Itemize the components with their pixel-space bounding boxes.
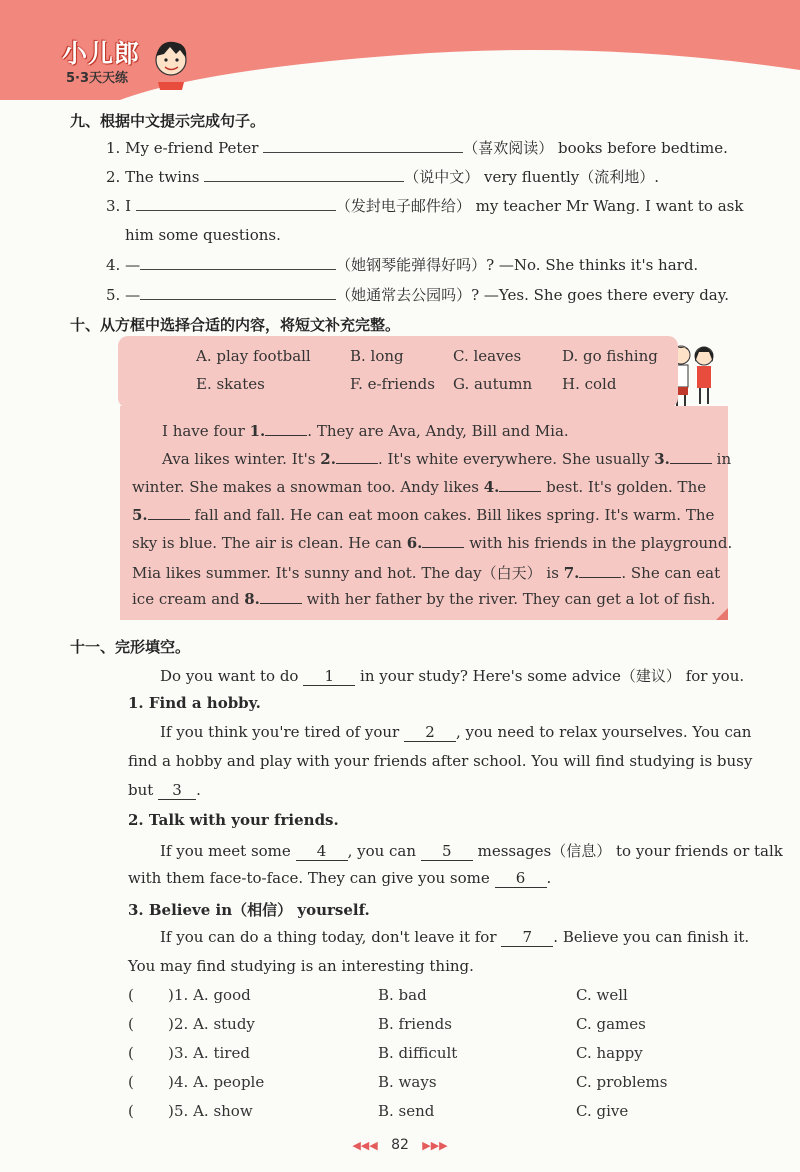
page-number: 82	[391, 1137, 409, 1153]
close-paren: )	[168, 1102, 174, 1120]
word-option: D. go fishing	[562, 347, 658, 365]
option-a: 5. A. show	[174, 1102, 253, 1120]
item-number: 5.	[106, 286, 121, 304]
cloze-blank[interactable]: 7	[501, 928, 553, 947]
option-b: B. bad	[378, 986, 427, 1004]
word-bank	[118, 336, 678, 408]
close-paren: )	[168, 1073, 174, 1091]
right-arrows-icon: ▶▶▶	[422, 1139, 448, 1152]
blank-line[interactable]	[499, 479, 541, 492]
cloze-blank[interactable]: 1	[303, 667, 355, 686]
passage-line: ice cream and 8. with her father by the river. They can get a lot of fish.	[132, 590, 716, 608]
option-a: 1. A. good	[174, 986, 251, 1004]
cloze-line: with them face-to-face. They can give you some 6 .	[128, 869, 552, 887]
blank-line[interactable]	[148, 507, 190, 520]
cloze-heading-2: 2. Talk with your friends.	[128, 811, 339, 829]
hint-text: （说中文）	[404, 168, 480, 186]
word-option: C. leaves	[453, 347, 522, 365]
blank-line[interactable]	[265, 423, 307, 436]
cloze-line: If you meet some 4 , you can 5 messages（信息） to your friends or talk	[160, 842, 783, 860]
blank-number: 3.	[654, 450, 670, 468]
cloze-blank[interactable]: 5	[421, 842, 473, 861]
item-number: 4.	[106, 256, 121, 274]
cloze-blank[interactable]: 2	[404, 723, 456, 742]
page-footer	[0, 1137, 800, 1153]
item-text: —	[125, 286, 141, 304]
item-number: 3.	[106, 197, 121, 215]
option-a: 2. A. study	[174, 1015, 255, 1033]
blank-number: 8.	[244, 590, 260, 608]
logo-title: 小儿郎	[62, 39, 141, 68]
passage-line: I have four 1. . They are Ava, Andy, Bill and Mia.	[162, 422, 569, 440]
answer-paren[interactable]: (	[128, 1102, 134, 1120]
blank-number: 7.	[563, 564, 580, 582]
cloze-line: find a hobby and play with your friends after school. You will find studying is busy	[128, 752, 753, 770]
answer-line[interactable]	[263, 138, 463, 153]
cloze-line: but 3 .	[128, 781, 201, 799]
section10-title: 十、从方框中选择合适的内容，将短文补充完整。	[70, 316, 401, 334]
cloze-intro: Do you want to do 1 in your study? Here's some advice（建议） for you.	[160, 667, 745, 685]
answer-paren[interactable]: (	[128, 986, 134, 1004]
blank-number: 1.	[249, 422, 266, 440]
s9-item-3-cont: him some questions.	[125, 226, 281, 244]
close-paren: )	[168, 1015, 174, 1033]
cloze-heading-3: 3. Believe in（相信） yourself.	[128, 901, 370, 919]
cloze-blank[interactable]: 3	[158, 781, 196, 800]
option-a: 3. A. tired	[174, 1044, 250, 1062]
option-c: C. give	[576, 1102, 629, 1120]
option-b: B. difficult	[378, 1044, 458, 1062]
cloze-line: If you think you're tired of your 2 , you need to relax yourselves. You can	[160, 723, 752, 741]
word-option: E. skates	[196, 375, 265, 393]
item-text: The twins	[125, 168, 200, 186]
word-option: F. e-friends	[350, 375, 435, 393]
answer-paren[interactable]: (	[128, 1044, 134, 1062]
cloze-line: You may find studying is an interesting thing.	[128, 957, 474, 975]
cloze-heading-1: 1. Find a hobby.	[128, 694, 261, 712]
item-text: ? —Yes. She goes there every day.	[471, 286, 730, 304]
passage-line: sky is blue. The air is clean. He can 6. with his friends in the playground.	[132, 534, 733, 552]
section9-title: 九、根据中文提示完成句子。	[70, 112, 266, 130]
close-paren: )	[168, 986, 174, 1004]
option-c: C. well	[576, 986, 628, 1004]
hint-text: （她钢琴能弹得好吗）	[336, 256, 487, 274]
answer-line[interactable]	[136, 196, 336, 211]
option-b: B. friends	[378, 1015, 452, 1033]
passage-line: winter. She makes a snowman too. Andy likes 4. best. It's golden. The	[132, 478, 707, 496]
passage-box	[120, 406, 733, 620]
answer-paren[interactable]: (	[128, 1073, 134, 1091]
cloze-blank[interactable]: 4	[296, 842, 348, 861]
item-text: very fluently（流利地）.	[484, 168, 660, 186]
item-text: I	[125, 197, 132, 215]
option-c: C. happy	[576, 1044, 643, 1062]
option-b: B. send	[378, 1102, 435, 1120]
blank-number: 6.	[406, 534, 423, 552]
left-arrows-icon: ◀◀◀	[352, 1139, 378, 1152]
answer-paren[interactable]: (	[128, 1015, 134, 1033]
hint-text: （发封电子邮件给）	[335, 197, 471, 215]
option-a: 4. A. people	[174, 1073, 265, 1091]
item-text: books before bedtime.	[558, 139, 728, 157]
item-number: 2.	[106, 168, 121, 186]
s9-item-1	[106, 137, 728, 158]
hint-text: （她通常去公园吗）	[336, 286, 472, 304]
blank-line[interactable]	[422, 535, 464, 548]
s9-item-5	[106, 284, 729, 305]
answer-line[interactable]	[140, 285, 336, 300]
item-text: My e-friend Peter	[125, 139, 259, 157]
word-option: B. long	[350, 347, 404, 365]
s9-item-2	[106, 166, 659, 187]
hint-text: （喜欢阅读）	[463, 139, 554, 157]
logo	[62, 34, 140, 86]
passage-line: Ava likes winter. It's 2. . It's white everywhere. She usually 3. in	[162, 450, 732, 468]
passage-line: 5. fall and fall. He can eat moon cakes. Bill likes spring. It's warm. The	[132, 506, 715, 524]
cloze-line: If you can do a thing today, don't leave it for 7 . Believe you can finish it.	[160, 928, 750, 946]
blank-line[interactable]	[579, 565, 621, 578]
blank-line[interactable]	[260, 591, 302, 604]
item-number: 1.	[106, 139, 121, 157]
word-option: H. cold	[562, 375, 617, 393]
close-paren: )	[168, 1044, 174, 1062]
item-text: my teacher Mr Wang. I want to ask	[475, 197, 744, 215]
s9-item-3	[106, 195, 743, 216]
blank-number: 4.	[483, 478, 500, 496]
section11-title: 十一、完形填空。	[70, 638, 191, 656]
passage-corner-decoration	[716, 608, 728, 620]
blank-number: 2.	[320, 450, 336, 468]
item-text: —	[125, 256, 141, 274]
item-text: ? —No. She thinks it's hard.	[486, 256, 699, 274]
option-b: B. ways	[378, 1073, 437, 1091]
boy-mascot-icon	[150, 38, 192, 90]
answer-line[interactable]	[140, 255, 336, 270]
option-c: C. problems	[576, 1073, 668, 1091]
s9-item-4	[106, 254, 698, 275]
cloze-blank[interactable]: 6	[495, 869, 547, 888]
passage-line: Mia likes summer. It's sunny and hot. The day（白天） is 7. . She can eat	[132, 564, 721, 582]
blank-number: 5.	[132, 506, 148, 524]
answer-line[interactable]	[204, 167, 404, 182]
option-c: C. games	[576, 1015, 646, 1033]
logo-subtitle: 5·3天天练	[66, 71, 129, 86]
word-option: A. play football	[196, 347, 311, 365]
blank-line[interactable]	[670, 451, 712, 464]
word-option: G. autumn	[453, 375, 533, 393]
blank-line[interactable]	[336, 451, 378, 464]
